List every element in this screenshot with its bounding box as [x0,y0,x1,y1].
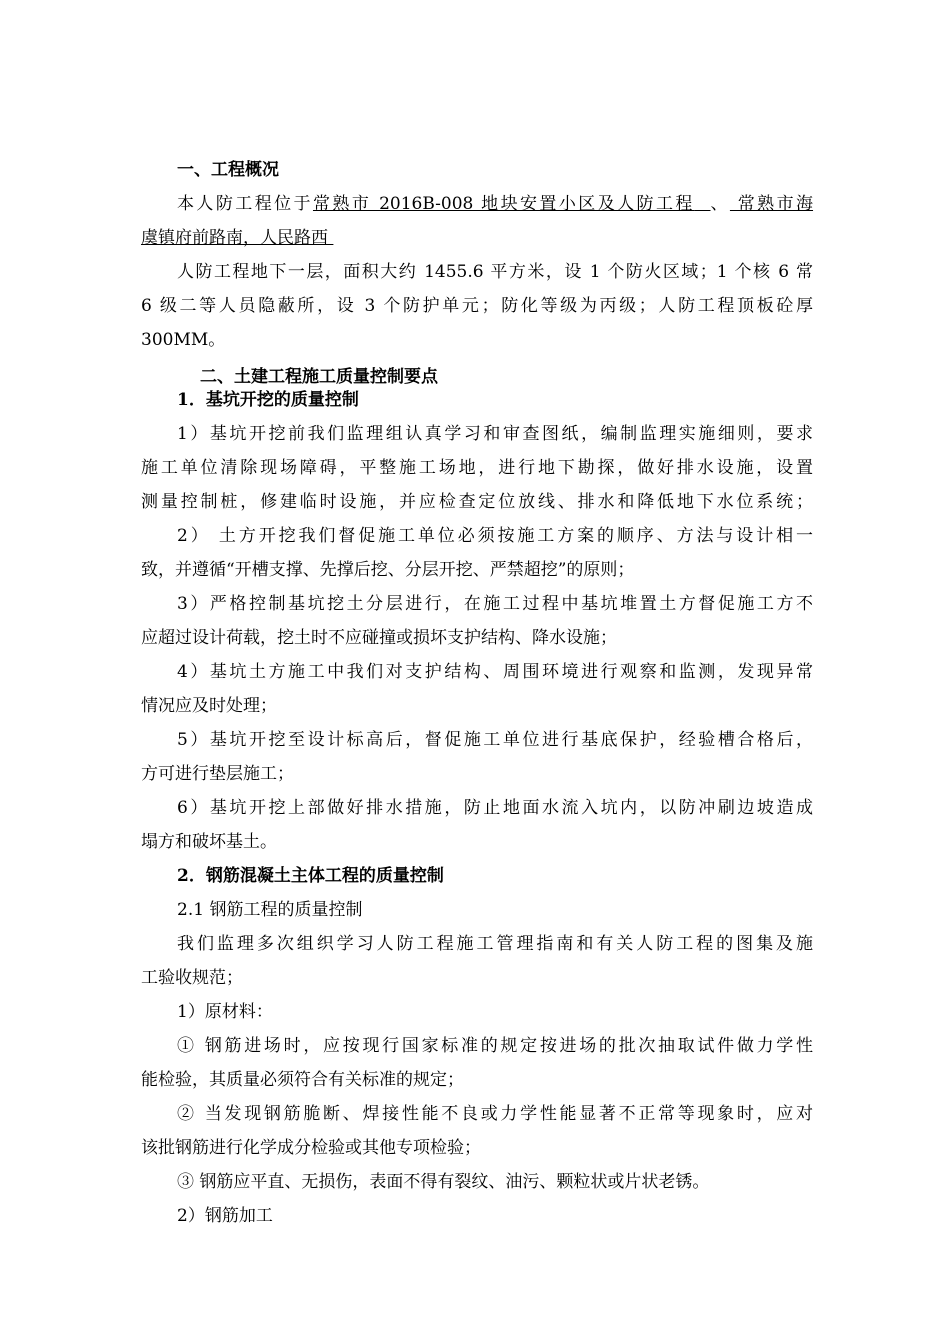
underline-tail [328,228,333,248]
intro-line1: 我们监理多次组织学习人防工程施工管理指南和有关人防工程的图集及施 [177,934,813,954]
item1-line1: 1）基坑开挖前我们监理组认真学习和审查图纸，编制监理实施细则，要求 [177,424,813,444]
item5-line1: 5）基坑开挖至设计标高后，督促施工单位进行基底保护，经验槽合格后， [177,730,813,750]
item1-line3: 测量控制桩，修建临时设施，并应检查定位放线、排水和降低地下水位系统； [141,492,813,512]
subsection2-heading: 2．钢筋混凝土主体工程的质量控制 [177,866,444,886]
location-separator: 、 [710,194,730,214]
project-location-line1 [177,193,813,215]
item4-line2: 情况应及时处理； [141,696,277,716]
item2-line1: 2） 土方开挖我们督促施工单位必须按施工方案的顺序、方法与设计相一 [177,526,813,546]
section2-heading: 二、土建工程施工质量控制要点 [200,367,438,387]
check1-line2: 能检验，其质量必须符合有关标准的规定； [141,1070,464,1090]
check2-line1: ② 当发现钢筋脆断、焊接性能不良或力学性能显著不正常等现象时，应对 [177,1104,813,1124]
project-street: 虞镇府前路南，人民路西 [141,228,328,248]
project-location-name: 常熟市 2016B-008 地块安置小区及人防工程 [312,194,695,214]
item3-line2: 应超过设计荷载，挖土时不应碰撞或损坏支护结构、降水设施； [141,628,617,648]
item1-line2: 施工单位清除现场障碍，平整施工场地，进行地下勘探，做好排水设施，设置 [141,458,813,478]
project-desc-line2: 6 级二等人员隐蔽所，设 3 个防护单元；防化等级为丙级；人防工程顶板砼厚 [141,296,813,316]
underline-gap [695,194,711,214]
intro-line2: 工验收规范； [141,968,243,988]
item2-line2: 致，并遵循“开槽支撑、先撑后挖、分层开挖、严禁超挖”的原则； [141,560,635,580]
subsection21-heading: 2.1 钢筋工程的质量控制 [177,900,363,920]
item5-line2: 方可进行垫层施工； [141,764,294,784]
item3-line1: 3）严格控制基坑挖土分层进行，在施工过程中基坑堆置土方督促施工方不 [177,594,813,614]
item4-line1: 4）基坑土方施工中我们对支护结构、周围环境进行观察和监测，发现异常 [177,662,813,682]
check3-line: ③ 钢筋应平直、无损伤，表面不得有裂纹、油污、颗粒状或片状老锈。 [177,1172,710,1192]
section1-heading: 一、工程概况 [177,160,279,180]
check2-line2: 该批钢筋进行化学成分检验或其他专项检验； [141,1138,481,1158]
project-city: 常熟市海 [729,194,814,214]
project-location-line2 [141,227,813,249]
project-desc-line1: 人防工程地下一层，面积大约 1455.6 平方米，设 1 个防火区域；1 个核 6 常 [177,262,813,282]
subsection1-heading: 1．基坑开挖的质量控制 [177,390,359,410]
check1-line1: ① 钢筋进场时，应按现行国家标准的规定按进场的批次抽取试件做力学性 [177,1036,813,1056]
rebar-processing-heading: 2）钢筋加工 [177,1206,273,1226]
item6-line2: 塌方和破坏基土。 [141,832,277,852]
project-desc-line3: 300MM。 [141,330,226,350]
raw-material-heading: 1）原材料： [177,1002,273,1022]
location-prefix: 本人防工程位于 [177,194,313,214]
item6-line1: 6）基坑开挖上部做好排水措施，防止地面水流入坑内，以防冲刷边坡造成 [177,798,813,818]
